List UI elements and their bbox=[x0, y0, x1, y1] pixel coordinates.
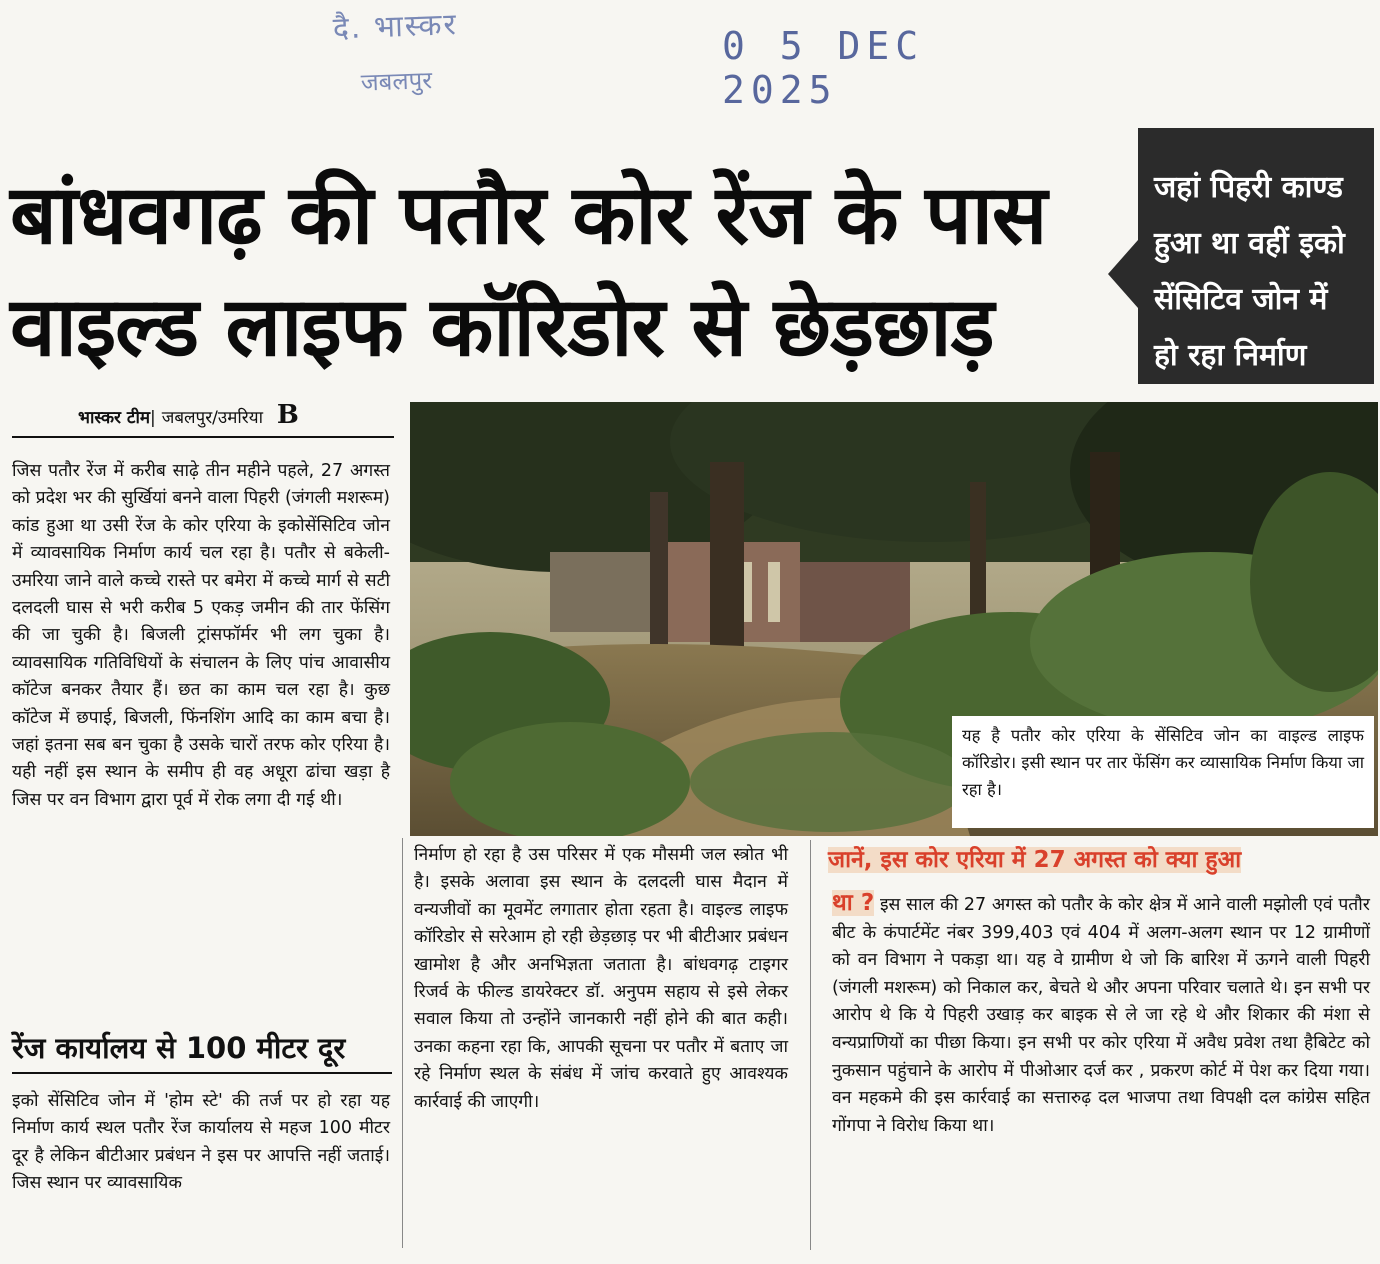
info-box-lead: था ? bbox=[832, 890, 875, 916]
byline-team: भास्कर टीम bbox=[78, 408, 151, 428]
photo-caption: यह है पतौर कोर एरिया के सेंसिटिव जोन का वाइल्ड लाइफ कॉरिडोर। इसी स्थान पर तार फेंसिंग कर व्यासायिक निर्माण किया जा रहा है। bbox=[952, 716, 1374, 828]
info-box-text: इस साल की 27 अगस्त को पतौर के कोर क्षेत्र में आने वाली मझोली एवं पतौर बीट के कंपार्टमेंट नंबर 399,403 एवं 404 में अलग-अलग स्थान पर 12 ग्रामीणों को वन विभाग ने पकड़ा था। यह वे ग्रामीण थे जो कि बारिश में ऊगने वाली पिहरी (जंगली मशरूम) को निकाल कर, बेचते थे और अपना परिवार चलाते थे। इन सभी पर आरोप थे कि ये पिहरी उखाड़ कर बाइक से ले जा रहे थे और शिकार की मंशा से वन्यप्राणियों का पीछा किया। इन सभी पर कोर एरिया में अवैध प्रवेश तथा हैबिटेट को नुकसान पहुंचाने के आरोप में पीओआर दर्ज कर , प्रकरण कोर्ट में पेश कर दिया गया। वन महकमे की इस कार्रवाई का सत्तारुढ़ दल भाजपा तथा विपक्षी दल कांग्रेस सहित गोंगपा ने विरोध किया था। bbox=[832, 895, 1370, 1136]
stamp-city: जबलपुर bbox=[360, 66, 433, 97]
info-box-heading-text: जानें, इस कोर एरिया में 27 अगस्त को क्या हुआ bbox=[828, 847, 1242, 873]
side-box-pointer bbox=[1108, 240, 1138, 308]
headline-line-1: बांधवगढ़ की पतौर कोर रेंज के पास bbox=[10, 168, 1047, 263]
column-2-paragraph: निर्माण हो रहा है उस परिसर में एक मौसमी जल स्त्रोत भी है। इसके अलावा इस स्थान के दलदली घास मैदान में वन्यजीवों का मूवमेंट लगातार होता रहता है। वाइल्ड लाइफ कॉरिडोर से सरेआम हो रही छेड़छाड़ पर भी बीटीआर प्रबंधन खामोश है और अनभिज्ञता जताता है। बांधवगढ़ टाइगर रिजर्व के फील्ड डायरेक्टर डॉ. अनुपम सहाय से इसे लेकर सवाल किया तो उन्होंने जानकारी नहीं होने की बात कही। उनका कहना रहा कि, आपकी सूचना पर पतौर में बताए जा रहे निर्माण स्थल के संबंध में जांच करवाते हुए आवश्यक कार्रवाई की जाएगी। bbox=[414, 845, 788, 1112]
side-box: जहां पिहरी काण्ड हुआ था वहीं इको सेंसिटिव जोन में हो रहा निर्माण bbox=[1138, 128, 1374, 384]
byline bbox=[78, 398, 398, 434]
subhead-rule bbox=[12, 1072, 392, 1074]
column-1-paragraph-2: इको सेंसिटिव जोन में 'होम स्टे' की तर्ज पर हो रहा यह निर्माण कार्य स्थल पतौर रेंज कार्यालय से महज 100 मीटर दूर है लेकिन बीटीआर प्रबंधन ने इस पर आपत्ति नहीं जताई। जिस स्थान पर व्यावसायिक bbox=[12, 1091, 390, 1194]
byline-mark: B bbox=[276, 400, 299, 430]
column-1-paragraph-1: जिस पतौर रेंज में करीब साढ़े तीन महीने पहले, 27 अगस्त को प्रदेश भर की सुर्खियां बनने वाला पिहरी (जंगली मशरूम) कांड हुआ था उसी रेंज के कोर एरिया के इकोसेंसिटिव जोन में व्यावसायिक निर्माण कार्य चल रहा है। पतौर से बकेली-उमरिया जाने वाले कच्चे रास्ते पर बमेरा में कच्चे मार्ग से सटी दलदली घास से भरी करीब 5 एकड़ जमीन की तार फेंसिंग की जा चुकी है। बिजली ट्रांसफॉर्मर भी लग चुका है। व्यावसायिक गतिविधियों के संचालन के लिए पांच आवासीय कॉटेज बनकर तैयार हैं। छत का काम चल रहा है। कुछ कॉटेज में छपाई, बिजली, फिंनशिंग आदि का काम बचा है। जहां इतना सब बन चुका है उसके चारों तरफ कोर एरिया है। यही नहीं इस स्थान के समीप ही वह अधूरा ढांचा खड़ा है जिस पर वन विभाग द्वारा पूर्व में रोक लगा दी गई थी। bbox=[12, 461, 390, 810]
date-stamp: 0 5 DEC 2025 bbox=[722, 24, 925, 112]
column-2 bbox=[414, 842, 788, 1242]
byline-separator: | bbox=[150, 408, 156, 428]
stamp-paper-name: दै. भास्कर bbox=[332, 7, 459, 47]
column-divider-1 bbox=[402, 838, 403, 1248]
byline-rule bbox=[12, 436, 394, 438]
column-1-top bbox=[12, 458, 390, 1018]
column-1-subhead: रेंज कार्यालय से 100 मीटर दूर bbox=[12, 1031, 346, 1065]
byline-place: जबलपुर/उमरिया bbox=[161, 408, 263, 428]
column-divider-2 bbox=[810, 840, 811, 1250]
newspaper-stamp bbox=[318, 4, 551, 112]
column-1-bottom bbox=[12, 1088, 390, 1248]
headline-line-2: वाइल्ड लाइफ कॉरिडोर से छेड़छाड़ bbox=[10, 280, 994, 375]
info-box-body bbox=[832, 890, 1370, 1260]
headline bbox=[10, 160, 1120, 390]
